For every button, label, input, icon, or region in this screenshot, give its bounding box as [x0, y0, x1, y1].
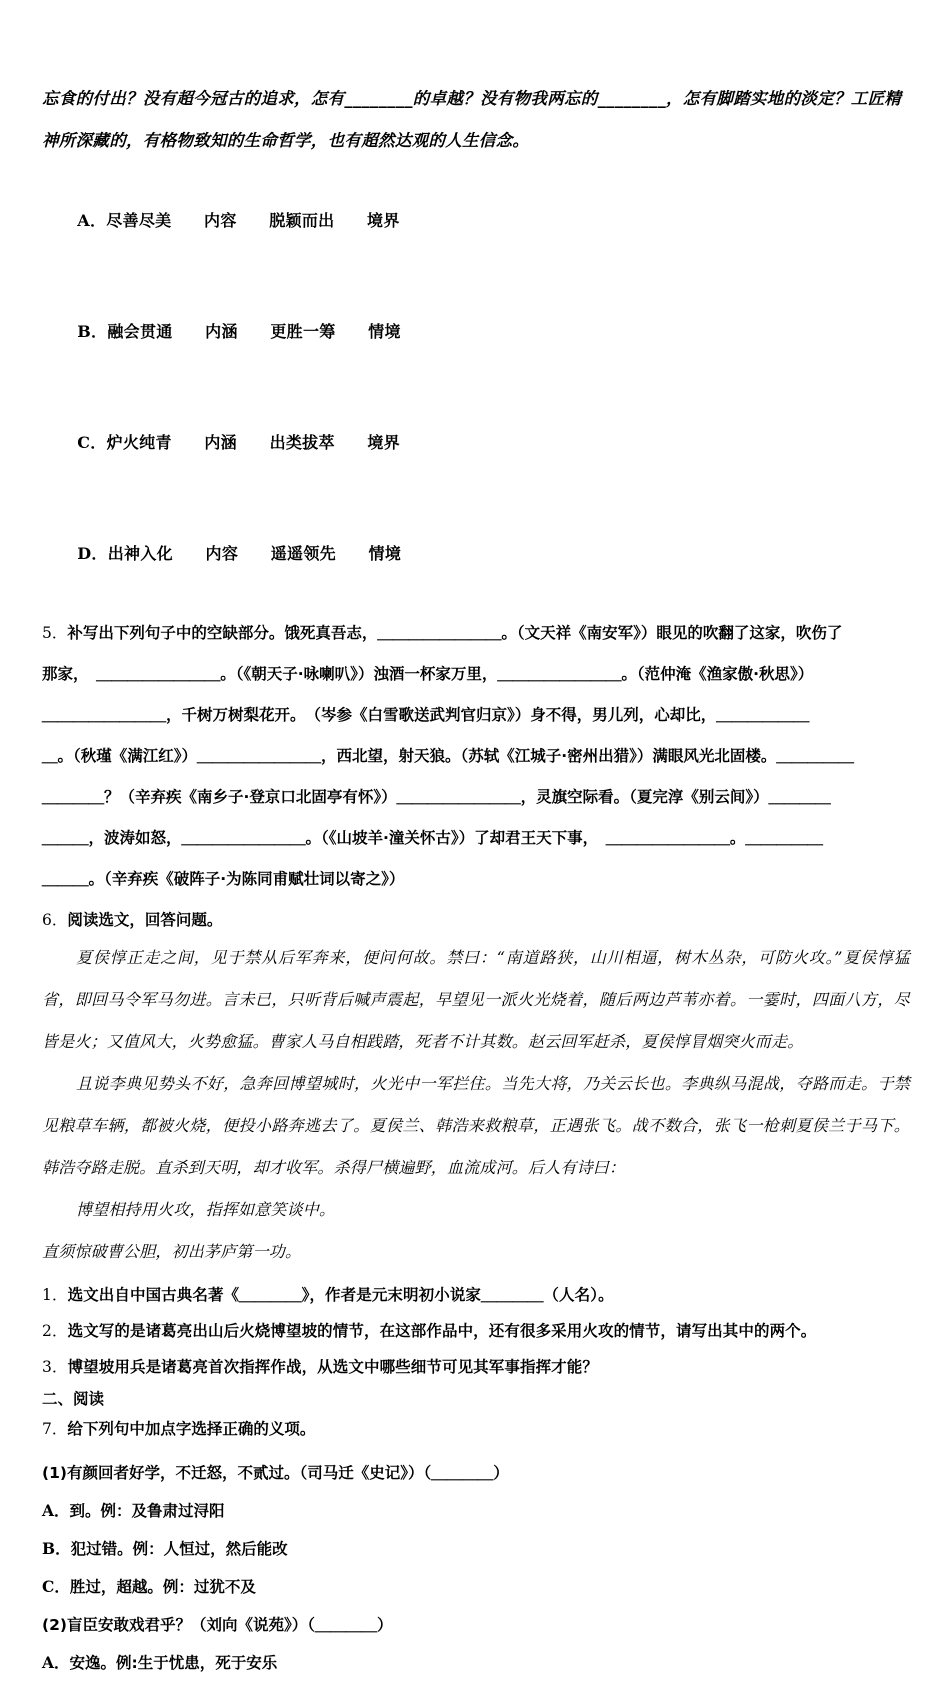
question-7-item-2-option-a[interactable]: A．安逸。例:生于忧患，死于安乐 — [42, 1653, 278, 1672]
choice-label-d: D． — [77, 544, 108, 563]
sub-3-number: 3． — [42, 1358, 68, 1376]
question-5-line-2: 那家， ＿＿＿＿＿＿＿＿。（《朝天子·咏喇叭》）浊酒一杯家万里，＿＿＿＿＿＿＿＿。（范仲淹《渔家傲·秋思》） — [42, 665, 814, 683]
passage-poem-line-2: 直须惊破曹公胆，初出茅庐第一功。 — [42, 1242, 302, 1261]
question-stem-line-1: 忘食的付出？没有超今冠古的追求，怎有________的卓越？没有物我两忘的________，怎有脚踏实地的淡定？工匠精 — [42, 89, 902, 108]
question-5-line-3: ＿＿＿＿＿＿＿＿，千树万树梨花开。 （岑参《白雪歌送武判官归京》）身不得，男儿列，心却比，＿＿＿＿＿＿ — [42, 706, 810, 724]
passage-paragraph-2: 且说李典见势头不好，急奔回博望城时，火光中一军拦住。当先大将，乃关云长也。李典纵马混战，夺路而走。于禁见粮草车辆，都被火烧，便投小路奔逃去了。夏侯兰、韩浩来救粮草，正遇张飞。战不数合，张飞一枪刺夏侯兰于马下。韩浩夺路走脱。直杀到天明，却才收军。杀得尸横遍野，血流成河。后人有诗曰： — [42, 1074, 910, 1177]
question-6-sub-3: 3．博望坡用兵是诸葛亮首次指挥作战，从选文中哪些细节可见其军事指挥才能？ — [42, 1358, 598, 1376]
question-7-number: 7． — [42, 1420, 68, 1438]
question-5-line-7: ＿＿＿。（辛弃疾《破阵子·为陈同甫赋壮词以寄之》） — [42, 870, 405, 888]
question-6-number: 6． — [42, 911, 68, 929]
choice-text-c: 炉火纯青 内涵 出类拔萃 境界 — [106, 433, 400, 452]
choice-option-c[interactable] — [42, 387, 910, 498]
page-content — [42, 78, 910, 1682]
choice-option-b[interactable] — [42, 276, 910, 387]
passage-paragraph-1: 夏侯惇正走之间，见于禁从后军奔来，便问何故。禁曰：“南道路狭，山川相逼，树木丛杂，可防火攻。”夏侯惇猛省，即回马令军马勿进。言未已，只听背后喊声震起，早望见一派火光烧着，随后两边芦苇亦着。一霎时，四面八方，尽皆是火；又值风大，火势愈猛。曹家人马自相践踏，死者不计其数。赵云回军赶杀，夏侯惇冒烟突火而走。 — [42, 948, 910, 1051]
question-6-sub-1: 1．选文出自中国古典名著《＿＿＿＿》，作者是元末明初小说家＿＿＿＿（人名）。 — [42, 1286, 614, 1304]
option-label: C． — [42, 1577, 70, 1596]
question-7-item-1-option-a[interactable]: A．到。例：及鲁肃过浔阳 — [42, 1501, 225, 1520]
item-2-marker: (2) — [42, 1616, 67, 1634]
question-5-number: 5． — [42, 624, 68, 642]
question-5-line-4: ＿。（秋瑾《满江红》）＿＿＿＿＿＿＿＿，西北望，射天狼。（苏轼《江城子·密州出猎》）满眼风光北固楼。＿＿＿＿＿ — [42, 747, 854, 765]
choice-text-d: 出神入化 内容 遥遥领先 情境 — [107, 544, 402, 563]
question-6-heading: 6．阅读选文，回答问题。 — [42, 911, 223, 929]
choice-label-c: C． — [77, 433, 107, 452]
option-label: B． — [42, 1539, 71, 1558]
item-1-marker: (1) — [42, 1464, 67, 1482]
question-6-sub-2: 2．选文写的是诸葛亮出山后火烧博望坡的情节，在这部作品中，还有很多采用火攻的情节，请写出其中的两个。 — [42, 1322, 817, 1340]
choice-label-a: A． — [77, 211, 107, 230]
option-label: A． — [42, 1501, 70, 1520]
question-stem-line-2: 神所深藏的，有格物致知的生命哲学，也有超然达观的人生信念。 — [42, 130, 530, 150]
choice-option-a[interactable] — [42, 165, 910, 276]
option-label: A． — [42, 1653, 70, 1672]
question-5 — [42, 613, 910, 900]
question-7-heading: 7．给下列句中加点字选择正确的义项。 — [42, 1420, 316, 1438]
choice-label-b: B． — [77, 322, 108, 341]
question-7-item-2: (2)盲臣安敢戏君乎？（刘向《说苑》）（＿＿＿＿） — [42, 1616, 393, 1634]
sub-1-number: 1． — [42, 1286, 68, 1304]
passage-poem-line-1: 博望相持用火攻，指挥如意笑谈中。 — [76, 1200, 336, 1219]
sub-2-number: 2． — [42, 1322, 68, 1340]
question-7-item-1-option-b[interactable]: B．犯过错。例：人恒过，然后能改 — [42, 1539, 288, 1558]
question-7-item-1: (1)有颜回者好学，不迁怒，不贰过。（司马迁《史记》）（＿＿＿＿） — [42, 1464, 509, 1482]
choice-text-a: 尽善尽美 内容 脱颖而出 境界 — [106, 211, 400, 230]
choice-text-b: 融会贯通 内涵 更胜一筹 情境 — [107, 322, 401, 341]
spacer — [42, 1445, 910, 1454]
section-2-title: 二、阅读 — [42, 1390, 105, 1408]
question-7-item-1-option-c[interactable]: C．胜过，超越。例：过犹不及 — [42, 1577, 256, 1596]
choice-option-d[interactable] — [42, 498, 910, 609]
question-5-line-5: ＿＿＿＿？（辛弃疾《南乡子·登京口北固亭有怀》）＿＿＿＿＿＿＿＿，灵旗空际看。（夏完淳《别云间》）＿＿＿＿ — [42, 788, 831, 806]
question-5-line-6: ＿＿＿，波涛如怒，＿＿＿＿＿＿＿＿。（《山坡羊·潼关怀古》）了却君王天下事， ＿＿＿＿＿＿＿＿。＿＿＿＿＿ — [42, 829, 823, 847]
question-5-line-1: 5．补写出下列句子中的空缺部分。饿死真吾志，＿＿＿＿＿＿＿＿。（文天祥《南安军》）眼见的吹翻了这家，吹伤了 — [42, 624, 843, 642]
